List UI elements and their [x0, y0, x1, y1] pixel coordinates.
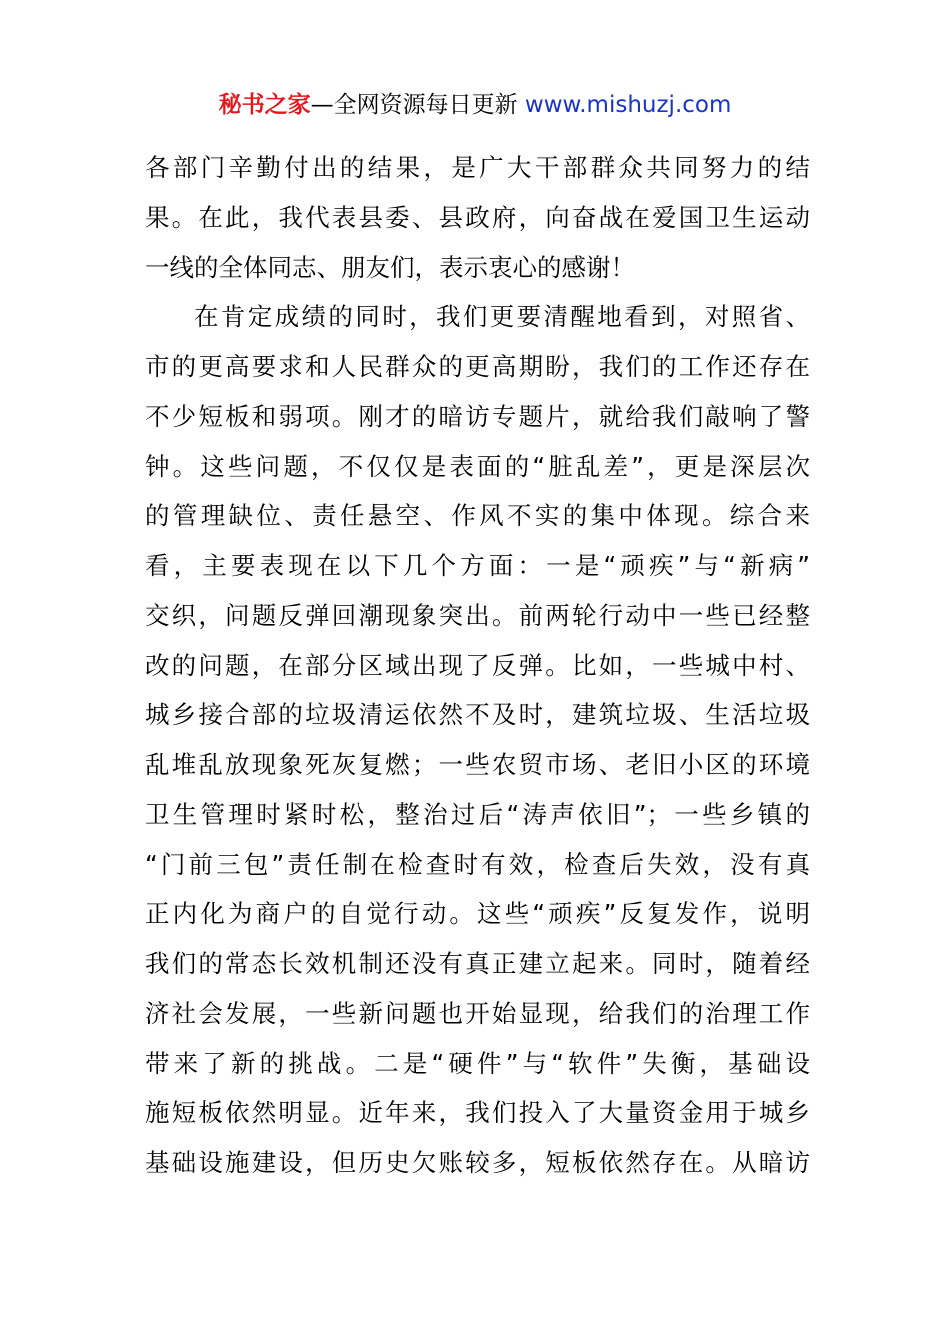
paragraph — [145, 143, 810, 292]
text-line: 交织，问题反弹回潮现象突出。前两轮行动中一些已经整 — [145, 600, 810, 630]
text-line: 我们的常态长效机制还没有真正建立起来。同时，随着经 — [145, 949, 810, 978]
text-line: 在肯定成绩的同时，我们更要清醒地看到，对照省、 — [194, 302, 810, 332]
text-line: 果。在此，我代表县委、县政府，向奋战在爱国卫生运动 — [145, 202, 810, 232]
text-line: 各部门辛勤付出的结果，是广大干部群众共同努力的结 — [145, 153, 810, 182]
text-line: 的管理缺位、责任悬空、作风不实的集中体现。综合来 — [145, 501, 810, 531]
site-header — [0, 88, 950, 122]
text-line: 乱堆乱放现象死灰复燃；一些农贸市场、老旧小区的环境 — [145, 750, 810, 779]
text-line: 卫生管理时紧时松，整治过后“涛声依旧”；一些乡镇的 — [145, 799, 810, 829]
header-tagline: —全网资源每日更新 — [310, 92, 518, 118]
text-line: 看，主要表现在以下几个方面：一是“顽疾”与“新病” — [145, 551, 810, 580]
text-line: 城乡接合部的垃圾清运依然不及时，建筑垃圾、生活垃圾 — [145, 700, 810, 730]
paragraph — [145, 292, 810, 1188]
text-line: 基础设施建设，但历史欠账较多，短板依然存在。从暗访 — [145, 1148, 810, 1177]
text-line: 市的更高要求和人民群众的更高期盼，我们的工作还存在 — [145, 352, 810, 381]
text-line: 施短板依然明显。近年来，我们投入了大量资金用于城乡 — [145, 1098, 810, 1128]
text-line: 一线的全体同志、朋友们，表示衷心的感谢！ — [145, 252, 635, 282]
text-line: 不少短板和弱项。刚才的暗访专题片，就给我们敲响了警 — [145, 401, 810, 431]
text-line: 带来了新的挑战。二是“硬件”与“软件”失衡，基础设 — [145, 1048, 810, 1078]
site-url[interactable]: www.mishuzj.com — [524, 92, 732, 118]
text-line: 正内化为商户的自觉行动。这些“顽疾”反复发作，说明 — [145, 899, 810, 929]
text-line: 钟。这些问题，不仅仅是表面的“脏乱差”，更是深层次 — [145, 451, 810, 481]
brand-name: 秘书之家 — [218, 92, 311, 118]
document-body — [145, 143, 810, 1188]
text-line: 改的问题，在部分区域出现了反弹。比如，一些城中村、 — [145, 650, 810, 680]
text-line: “门前三包”责任制在检查时有效，检查后失效，没有真 — [145, 849, 810, 879]
text-line: 济社会发展，一些新问题也开始显现，给我们的治理工作 — [145, 998, 810, 1028]
